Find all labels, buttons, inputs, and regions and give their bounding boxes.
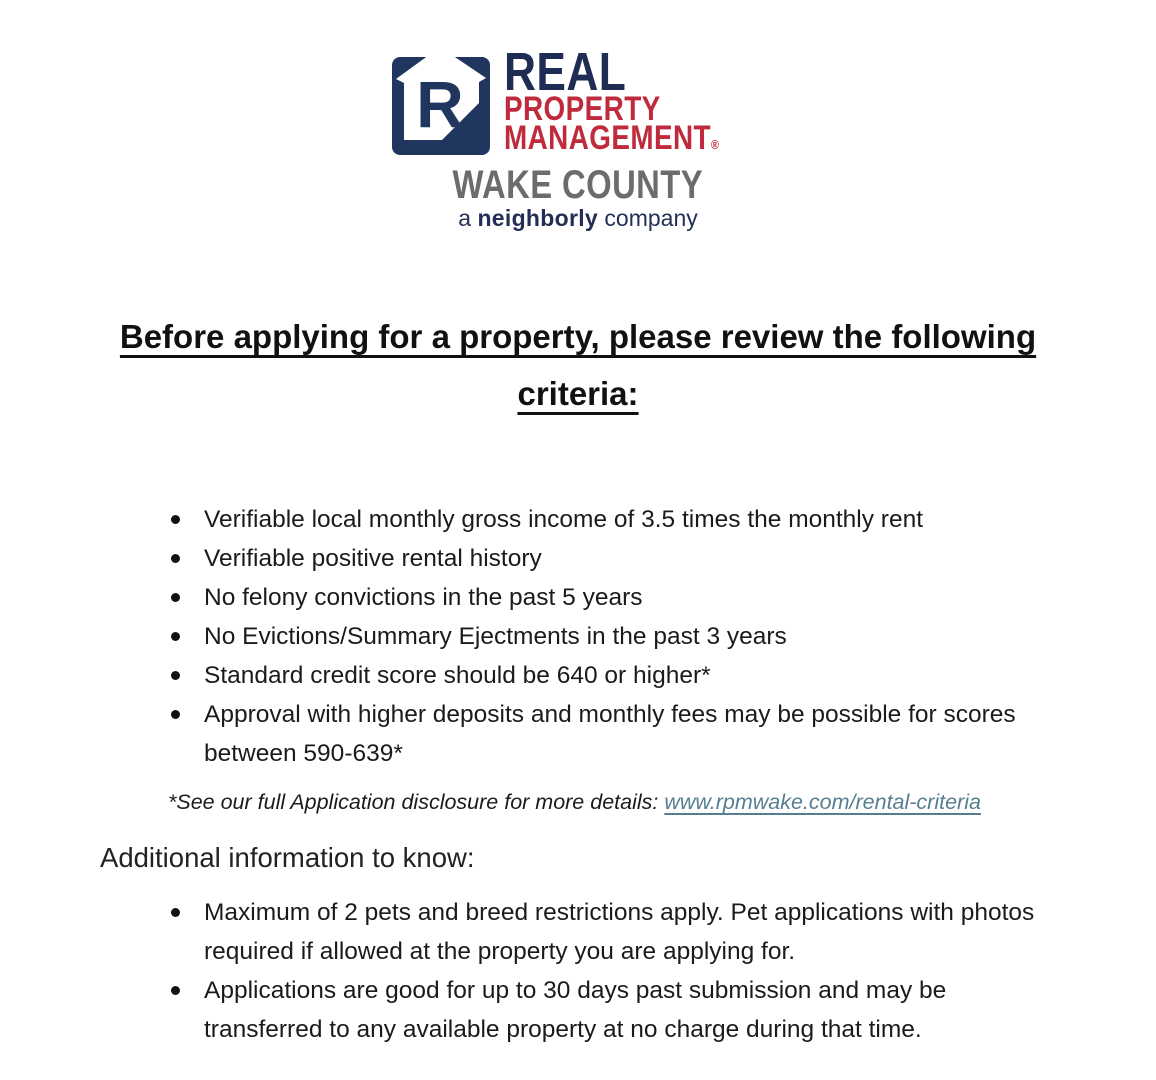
brand-wordmark [503,42,767,159]
neighborly-wordmark: neighborly [477,205,599,231]
criteria-item-higher-deposits: Approval with higher deposits and monthly fees may be possible for scores between 590-639* [168,695,1048,773]
brand-real: REAL [503,42,626,102]
criteria-item-felony: No felony convictions in the past 5 years [168,578,1048,617]
company-logo [0,0,1156,232]
info-item-pets: Maximum of 2 pets and breed restrictions apply. Pet applications with photos required if allowed at the property you are applying for. [168,893,1048,971]
additional-info-heading: Additional information to know: [100,842,475,873]
info-item-application-validity: Applications are good for up to 30 days past submission and may be transferred to any available property at no charge during that time. [168,971,1048,1049]
footnote-text: *See our full Application disclosure for more details: [168,790,665,814]
criteria-item-income: Verifiable local monthly gross income of 3.5 times the monthly rent [168,500,1048,539]
disclosure-footnote [168,787,1156,817]
page-title: Before applying for a property, please review the following criteria: [119,318,1037,412]
brand-management: MANAGEMENT® [503,119,720,157]
additional-info-list [168,893,1156,1049]
registered-trademark: ® [710,137,720,152]
svg-text:R: R [415,67,464,141]
rpm-house-icon [390,45,492,159]
franchise-name: WAKE COUNTY [452,163,704,207]
criteria-item-credit-score: Standard credit score should be 640 or higher* [168,656,1048,695]
neighborly-tagline: a neighborly company [458,205,698,231]
criteria-item-evictions: No Evictions/Summary Ejectments in the past 3 years [168,617,1048,656]
brand-property: PROPERTY [503,90,661,128]
criteria-item-rental-history: Verifiable positive rental history [168,539,1048,578]
rental-criteria-link[interactable]: www.rpmwake.com/rental-criteria [664,790,981,814]
criteria-list [168,500,1156,773]
